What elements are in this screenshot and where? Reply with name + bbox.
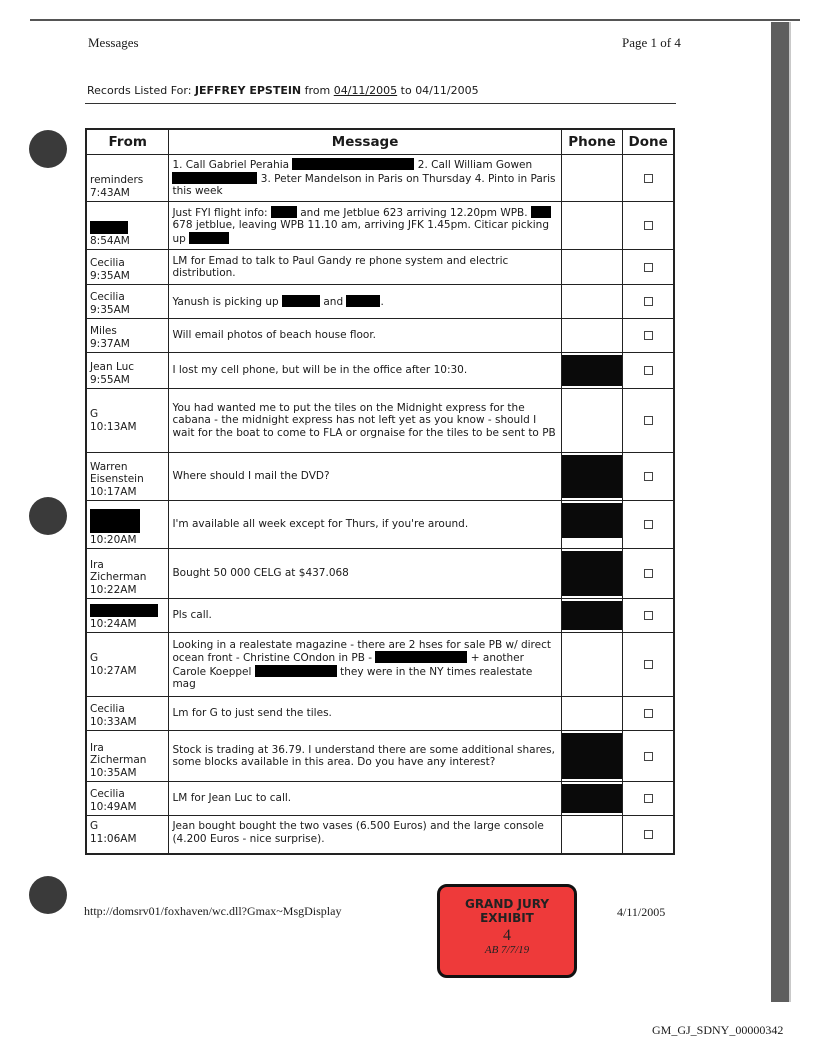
sender-surname: Eisenstein (90, 473, 144, 485)
done-checkbox[interactable] (644, 297, 653, 306)
column-header-phone: Phone (561, 130, 623, 154)
table-row (87, 249, 673, 284)
message-text: Pls call. (172, 609, 212, 622)
phone-cell (561, 155, 623, 201)
redaction (562, 733, 623, 779)
phone-cell (561, 250, 623, 284)
from-cell (87, 599, 168, 632)
top-rule (30, 19, 800, 21)
from-cell (87, 453, 168, 500)
from-cell (87, 202, 168, 249)
message-text: Just FYI flight info: and me Jetblue 623 arriving 12.20pm WPB. 678 jetblue, leaving WPB 11.10 am, arriving JFK 1.45pm. Citicar picking up (172, 206, 550, 245)
message-text: Will email photos of beach house floor. (172, 329, 377, 342)
time: 10:13AM (90, 420, 137, 433)
table-row (87, 154, 673, 201)
phone-cell (561, 202, 623, 249)
records-to: to (397, 84, 416, 97)
table-row (87, 730, 673, 781)
column-header-done: Done (622, 130, 673, 154)
done-cell (622, 155, 673, 201)
phone-cell (561, 453, 623, 500)
redaction (562, 551, 623, 596)
phone-cell (561, 633, 623, 696)
message-cell (168, 389, 560, 452)
sender: Ira (90, 558, 104, 571)
done-cell (622, 501, 673, 548)
done-checkbox[interactable] (644, 221, 653, 230)
table-row (87, 388, 673, 452)
message-text: LM for Emad to talk to Paul Gandy re phone system and electric distribution. (172, 254, 509, 279)
phone-cell (561, 319, 623, 352)
scan-edge-bar (771, 22, 789, 1002)
records-from-date: 04/11/2005 (333, 84, 398, 97)
message-text: I'm available all week except for Thurs, if you're around. (172, 518, 469, 531)
messages-table (85, 128, 675, 855)
sender: G (90, 408, 99, 420)
done-checkbox[interactable] (644, 660, 653, 669)
done-checkbox[interactable] (644, 331, 653, 340)
message-cell (168, 202, 560, 249)
from-cell (87, 782, 168, 815)
done-checkbox[interactable] (644, 472, 653, 481)
stamp-line2: EXHIBIT (480, 911, 534, 925)
stamp-number: 4 (503, 927, 511, 944)
from-cell (87, 697, 168, 730)
from-cell (87, 501, 168, 548)
from-cell (87, 816, 168, 853)
records-prefix: Records Listed For: (87, 84, 195, 97)
done-checkbox[interactable] (644, 416, 653, 425)
message-cell (168, 633, 560, 696)
table-row (87, 352, 673, 388)
done-checkbox[interactable] (644, 611, 653, 620)
time: 10:22AM (90, 583, 137, 596)
sender: Miles (90, 325, 117, 337)
done-checkbox[interactable] (644, 569, 653, 578)
redaction (562, 355, 623, 386)
done-cell (622, 285, 673, 318)
time: 10:20AM (90, 533, 137, 546)
message-cell (168, 731, 560, 781)
message-text: LM for Jean Luc to call. (172, 792, 292, 805)
page-number: Page 1 of 4 (622, 35, 681, 50)
done-cell (622, 250, 673, 284)
done-checkbox[interactable] (644, 263, 653, 272)
message-cell (168, 250, 560, 284)
redaction (90, 221, 128, 234)
redaction (375, 651, 467, 663)
message-text: Bought 50 000 CELG at $437.068 (172, 567, 349, 580)
done-cell (622, 816, 673, 853)
table-row (87, 548, 673, 598)
message-cell (168, 501, 560, 548)
time: 9:35AM (90, 269, 130, 282)
message-cell (168, 285, 560, 318)
phone-cell (561, 353, 623, 388)
time: 10:17AM (90, 485, 137, 498)
message-text: Stock is trading at 36.79. I understand there are some additional shares, some blocks available in this area. Do you have any interest? (172, 743, 555, 768)
page-title: Messages (88, 35, 139, 50)
redaction (172, 172, 257, 184)
done-cell (622, 453, 673, 500)
sender: Ira (90, 741, 104, 754)
column-header-from: From (108, 133, 147, 150)
from-cell (87, 731, 168, 781)
from-cell (87, 285, 168, 318)
sender: G (90, 820, 99, 832)
grand-jury-exhibit-stamp (437, 884, 577, 978)
message-text: You had wanted me to put the tiles on the Midnight express for the cabana - the midnight express has not left yet as you know - should I wait for the boat to come to FLA or orgnaise for the tiles to be sent to PB (172, 401, 556, 439)
table-row (87, 318, 673, 352)
redaction (189, 232, 229, 244)
done-cell (622, 633, 673, 696)
redaction (562, 455, 623, 498)
phone-cell (561, 816, 623, 853)
time: 9:55AM (90, 373, 130, 386)
time: 8:54AM (90, 234, 130, 247)
message-text: Yanush is picking up and . (172, 295, 384, 308)
message-text: Jean bought bought the two vases (6.500 Euros) and the large console (4.200 Euros - nice surprise). (172, 820, 544, 845)
table-row (87, 632, 673, 696)
message-cell (168, 782, 560, 815)
footer-date: 4/11/2005 (617, 905, 666, 919)
redaction (271, 206, 297, 218)
table-row (87, 815, 673, 853)
from-cell (87, 353, 168, 388)
scan-edge-highlight (789, 22, 791, 1002)
phone-cell (561, 501, 623, 548)
from-cell (87, 319, 168, 352)
time: 10:24AM (90, 617, 137, 630)
redaction (531, 206, 551, 218)
done-cell (622, 549, 673, 598)
table-header-row (87, 130, 673, 154)
records-rule (85, 103, 676, 104)
from-cell (87, 633, 168, 696)
time: 11:06AM (90, 832, 137, 845)
sender-surname: Zicherman (90, 754, 147, 766)
time: 7:43AM (90, 186, 130, 199)
sender: G (90, 652, 99, 664)
done-cell (622, 599, 673, 632)
sender: Cecilia (90, 291, 125, 303)
phone-cell (561, 782, 623, 815)
done-checkbox[interactable] (644, 752, 653, 761)
binder-hole (29, 130, 67, 168)
done-checkbox[interactable] (644, 830, 653, 839)
binder-hole (29, 876, 67, 914)
time: 9:37AM (90, 337, 130, 350)
phone-cell (561, 599, 623, 632)
sender: Cecilia (90, 703, 125, 715)
phone-cell (561, 389, 623, 452)
from-cell (87, 549, 168, 598)
time: 10:33AM (90, 715, 137, 728)
redaction (90, 509, 140, 533)
done-checkbox[interactable] (644, 794, 653, 803)
stamp-signature: AB 7/7/19 (484, 944, 530, 956)
phone-cell (561, 697, 623, 730)
sender: Cecilia (90, 788, 125, 800)
redaction (346, 295, 380, 307)
time: 10:35AM (90, 766, 137, 779)
phone-cell (561, 285, 623, 318)
records-line (87, 84, 479, 97)
redaction (562, 784, 623, 813)
table-row (87, 284, 673, 318)
records-to-date: 04/11/2005 (415, 84, 479, 97)
stamp-line1: GRAND JURY (464, 897, 550, 911)
from-cell (87, 389, 168, 452)
done-cell (622, 353, 673, 388)
message-cell (168, 453, 560, 500)
time: 10:49AM (90, 800, 137, 813)
time: 10:27AM (90, 664, 137, 677)
done-checkbox[interactable] (644, 709, 653, 718)
done-checkbox[interactable] (644, 174, 653, 183)
table-row (87, 500, 673, 548)
message-text: I lost my cell phone, but will be in the office after 10:30. (172, 364, 468, 377)
done-checkbox[interactable] (644, 520, 653, 529)
sender-surname: Zicherman (90, 571, 147, 583)
sender: Jean Luc (90, 361, 135, 373)
done-cell (622, 202, 673, 249)
redaction (292, 158, 414, 170)
done-checkbox[interactable] (644, 366, 653, 375)
footer-url: http://domsrv01/foxhaven/wc.dll?Gmax~MsgDisplay (84, 904, 342, 918)
binder-hole (29, 497, 67, 535)
redaction (255, 665, 337, 677)
redaction (282, 295, 320, 307)
sender: Warren (90, 460, 128, 473)
phone-cell (561, 549, 623, 598)
message-text: Lm for G to just send the tiles. (172, 707, 332, 720)
done-cell (622, 731, 673, 781)
table-row (87, 201, 673, 249)
table-row (87, 452, 673, 500)
done-cell (622, 782, 673, 815)
from-cell (87, 155, 168, 201)
message-cell (168, 816, 560, 853)
message-cell (168, 599, 560, 632)
message-cell (168, 353, 560, 388)
message-cell (168, 697, 560, 730)
column-header-message: Message (168, 130, 560, 154)
redaction (562, 601, 623, 630)
phone-cell (561, 731, 623, 781)
bates-number: GM_GJ_SDNY_00000342 (652, 1023, 784, 1037)
message-cell (168, 155, 560, 201)
table-row (87, 781, 673, 815)
redaction (562, 503, 623, 538)
done-cell (622, 697, 673, 730)
time: 9:35AM (90, 303, 130, 316)
sender: Cecilia (90, 257, 125, 269)
records-from: from (301, 84, 334, 97)
done-cell (622, 319, 673, 352)
message-text: Where should I mail the DVD? (172, 470, 330, 483)
message-text: 1. Call Gabriel Perahia 2. Call William Gowen 3. Peter Mandelson in Paris on Thursday 4. Pinto in Paris this week (172, 159, 556, 198)
done-cell (622, 389, 673, 452)
message-text: Looking in a realestate magazine - there are 2 hses for sale PB w/ direct ocean front - Christine COndon in PB - + another Carole Koeppel they were in the NY times realestate mag (172, 638, 551, 690)
sender: reminders (90, 174, 144, 186)
message-cell (168, 319, 560, 352)
redaction (90, 604, 158, 617)
table-row (87, 696, 673, 730)
message-cell (168, 549, 560, 598)
records-name: JEFFREY EPSTEIN (194, 84, 302, 97)
from-cell (87, 250, 168, 284)
table-row (87, 598, 673, 632)
